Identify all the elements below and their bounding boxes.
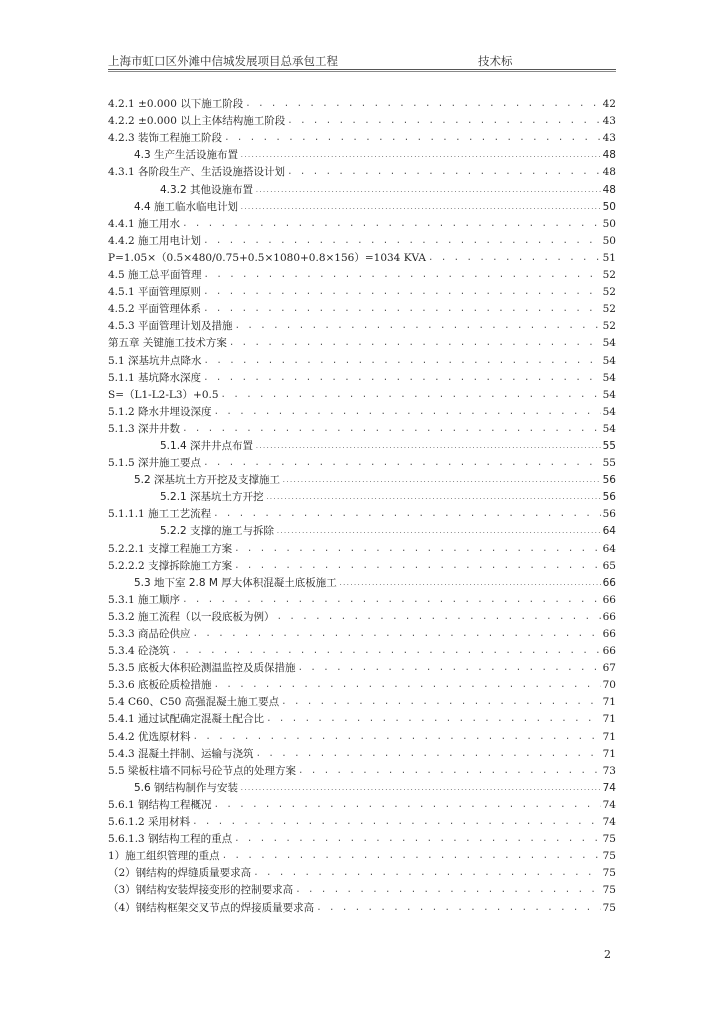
toc-entry[interactable] (108, 94, 616, 111)
toc-leader-dots (182, 594, 601, 607)
toc-entry-title: 5.1.2 降水井埋设深度 (108, 405, 212, 418)
toc-entry[interactable] (108, 368, 616, 385)
toc-entry[interactable] (108, 744, 616, 761)
page-number: 2 (604, 948, 611, 961)
toc-entry-page: 42 (602, 98, 616, 111)
toc-entry-page: 54 (602, 354, 616, 367)
toc-entry-title: 4.4.2 施工用电计划 (108, 234, 202, 247)
toc-entry-page: 75 (602, 833, 616, 846)
toc-leader-dots (214, 406, 601, 419)
toc-entry-title: 4.2.1 ±0.000 以下施工阶段 (108, 98, 244, 111)
toc-entry[interactable] (108, 846, 616, 863)
toc-leader-dots (253, 867, 600, 880)
toc-entry-page: 64 (602, 542, 616, 555)
toc-entry-title: 5.1.4 深井井点布置 (160, 439, 254, 452)
toc-entry-page: 54 (602, 371, 616, 384)
toc-leader-dots (213, 508, 601, 521)
toc-entry[interactable] (108, 624, 616, 641)
toc-leader-dots (192, 816, 601, 829)
toc-entry-page: 71 (602, 696, 616, 709)
table-of-contents (108, 94, 616, 915)
toc-entry-page: 52 (602, 303, 616, 316)
toc-entry-title: 5.5 梁板柱墙不同标号砼节点的处理方案 (108, 764, 297, 777)
toc-entry[interactable] (108, 248, 616, 265)
toc-entry-title: （3）钢结构安装焊接变形的控制要求高 (108, 884, 294, 897)
toc-entry-page: 71 (602, 747, 616, 760)
toc-entry[interactable] (108, 538, 616, 555)
toc-entry[interactable] (108, 333, 616, 350)
toc-entry[interactable] (108, 607, 616, 624)
toc-entry-title: 5.2.2 支撑的施工与拆除 (160, 525, 275, 538)
toc-entry[interactable] (108, 162, 616, 179)
toc-entry[interactable] (108, 385, 616, 402)
toc-leader-dots (221, 389, 601, 402)
toc-entry-page: 75 (602, 901, 616, 914)
toc-entry[interactable] (108, 761, 616, 778)
toc-entry[interactable] (108, 265, 616, 282)
toc-entry[interactable] (108, 316, 616, 333)
toc-leader-dots (276, 525, 601, 538)
toc-entry-title: 5.1 深基坑井点降水 (108, 354, 202, 367)
toc-entry[interactable] (108, 145, 616, 162)
toc-entry-title: （2）钢结构的焊缝质量要求高 (108, 867, 252, 880)
toc-entry-title: 5.6.1 钢结构工程概况 (108, 798, 212, 811)
toc-leader-dots (203, 457, 601, 470)
toc-entry-title: 5.6.1.3 钢结构工程的重点 (108, 833, 233, 846)
toc-entry-title: 5.3.4 砼浇筑 (108, 645, 170, 658)
toc-entry[interactable] (108, 453, 616, 470)
toc-entry[interactable] (108, 692, 616, 709)
toc-entry-page: 71 (602, 713, 616, 726)
toc-entry[interactable] (108, 658, 616, 675)
toc-leader-dots (222, 850, 601, 863)
toc-entry-page: 48 (602, 166, 616, 179)
toc-entry-page: 66 (602, 576, 616, 589)
toc-entry[interactable] (108, 487, 616, 504)
toc-leader-dots (203, 286, 601, 299)
header-rule-secondary (108, 71, 616, 72)
toc-leader-dots (316, 902, 600, 915)
toc-entry[interactable] (108, 675, 616, 692)
toc-entry-page: 51 (602, 251, 616, 264)
toc-entry-page: 75 (602, 884, 616, 897)
toc-entry-title: 5.3.1 施工顺序 (108, 593, 181, 606)
toc-entry-page: 71 (602, 730, 616, 743)
toc-entry-page: 50 (602, 217, 616, 230)
toc-entry-title: 5.2.2.1 支撑工程施工方案 (108, 542, 233, 555)
toc-entry-page: 65 (602, 559, 616, 572)
toc-entry[interactable] (108, 504, 616, 521)
toc-entry[interactable] (108, 863, 616, 880)
toc-leader-dots (204, 355, 601, 368)
toc-leader-dots (193, 628, 601, 641)
toc-entry[interactable] (108, 880, 616, 897)
toc-entry[interactable] (108, 641, 616, 658)
toc-entry[interactable] (108, 419, 616, 436)
toc-entry-page: 54 (602, 388, 616, 401)
toc-entry-title: 5.2 深基坑土方开挖及支撑施工 (134, 474, 281, 487)
toc-entry-title: 第五章 关键施工技术方案 (108, 337, 227, 350)
page-header (108, 50, 616, 70)
toc-entry[interactable] (108, 402, 616, 419)
toc-entry-title: 5.4 C60、C50 高强混凝土施工要点 (108, 696, 280, 709)
toc-entry-page: 64 (602, 525, 616, 538)
toc-entry-title: 5.3.6 底板砼质检措施 (108, 679, 212, 692)
toc-entry-title: 5.4.1 通过试配确定混凝土配合比 (108, 713, 265, 726)
toc-leader-dots (182, 218, 601, 231)
toc-entry[interactable] (108, 470, 616, 487)
toc-entry-title: （4）钢结构框架交叉节点的焊接质量要求高 (108, 901, 315, 914)
toc-entry-page: 66 (602, 628, 616, 640)
toc-leader-dots (229, 337, 601, 350)
toc-entry[interactable] (108, 829, 616, 846)
toc-leader-dots (281, 696, 600, 709)
toc-entry-title: 5.2.1 深基坑土方开挖 (160, 491, 264, 504)
toc-entry-page: 73 (602, 764, 616, 777)
toc-entry-title: 5.6 钢结构制作与安装 (134, 781, 239, 794)
toc-entry-page: 43 (602, 132, 616, 145)
toc-entry-title: 4.3.1 各阶段生产、生活设施搭设计划 (108, 166, 286, 179)
toc-leader-dots (266, 713, 601, 726)
toc-entry[interactable] (108, 795, 616, 812)
toc-entry-page: 66 (602, 645, 616, 658)
toc-leader-dots (240, 149, 601, 162)
toc-entry-title: 5.4.2 优选原材料 (108, 730, 191, 743)
toc-entry-title: P=1.05×（0.5×480/0.75+0.5×1080+0.8×156）=1034 KVA (108, 251, 426, 264)
toc-entry[interactable] (108, 812, 616, 829)
toc-leader-dots (282, 474, 601, 487)
toc-leader-dots (203, 303, 601, 316)
toc-leader-dots (287, 166, 601, 179)
toc-entry-title: 5.4.3 混凝土拌制、运输与浇筑 (108, 747, 254, 760)
toc-entry-title: 4.3.2 其他设施布置 (160, 183, 254, 196)
toc-entry[interactable] (108, 111, 616, 128)
toc-entry-page: 54 (602, 337, 616, 350)
toc-entry[interactable] (108, 197, 616, 214)
toc-entry[interactable] (108, 350, 616, 367)
toc-entry-page: 74 (602, 816, 616, 829)
toc-entry-page: 56 (602, 508, 616, 521)
toc-entry[interactable] (108, 521, 616, 538)
toc-entry-page: 67 (602, 662, 616, 675)
toc-entry-page: 56 (602, 491, 616, 504)
header-section-title: 技术标 (478, 54, 513, 68)
toc-leader-dots (266, 491, 601, 504)
toc-entry[interactable] (108, 590, 616, 607)
toc-entry-page: 74 (602, 798, 616, 811)
toc-leader-dots (277, 611, 601, 624)
toc-entry-page: 56 (602, 474, 616, 487)
toc-entry-title: 5.1.1 基坑降水深度 (108, 371, 202, 384)
toc-entry-title: 4.5.2 平面管理体系 (108, 303, 202, 316)
toc-entry-title: 4.5.1 平面管理原则 (108, 286, 202, 299)
toc-leader-dots (234, 833, 601, 846)
toc-leader-dots (245, 98, 600, 111)
toc-leader-dots (203, 372, 601, 385)
toc-entry-page: 75 (602, 867, 616, 880)
toc-entry-page: 55 (602, 457, 616, 470)
header-rule (108, 69, 616, 70)
toc-entry-title: 5.1.1.1 施工工艺流程 (108, 508, 212, 521)
toc-leader-dots (214, 799, 601, 812)
toc-leader-dots (339, 577, 601, 590)
toc-entry-title: 4.3 生产生活设施布置 (134, 149, 239, 162)
toc-entry[interactable] (108, 897, 616, 914)
toc-entry[interactable] (108, 778, 616, 795)
toc-entry-title: 5.2.2.2 支撑拆除施工方案 (108, 559, 233, 572)
toc-leader-dots (428, 252, 601, 265)
toc-entry[interactable] (108, 128, 616, 145)
toc-entry-page: 52 (602, 269, 616, 282)
toc-entry-title: 4.4.1 施工用水 (108, 217, 181, 230)
toc-entry-title: 5.6.1.2 采用材料 (108, 816, 191, 829)
toc-leader-dots (224, 132, 601, 145)
toc-entry-page: 48 (602, 149, 616, 162)
toc-leader-dots (234, 560, 601, 573)
toc-leader-dots (295, 884, 600, 897)
toc-entry[interactable] (108, 214, 616, 231)
toc-entry-title: 5.1.5 深井施工要点 (108, 457, 202, 470)
toc-entry-page: 70 (602, 679, 616, 692)
toc-leader-dots (193, 731, 601, 744)
toc-leader-dots (255, 440, 601, 453)
toc-entry-title: 5.1.3 深井井数 (108, 422, 181, 435)
toc-leader-dots (240, 782, 601, 795)
toc-entry-page: 66 (602, 610, 616, 623)
toc-entry-page: 55 (602, 439, 616, 452)
toc-entry[interactable] (108, 299, 616, 316)
toc-entry-page: 52 (602, 286, 616, 299)
toc-leader-dots (298, 662, 601, 675)
toc-leader-dots (298, 765, 601, 778)
toc-entry-page: 74 (602, 781, 616, 794)
toc-entry-page: 54 (602, 405, 616, 418)
toc-entry-title: 4.2.3 装饰工程施工阶段 (108, 132, 223, 145)
toc-entry[interactable] (108, 709, 616, 726)
toc-leader-dots (182, 423, 601, 436)
toc-entry-page: 52 (602, 320, 616, 333)
toc-entry[interactable] (108, 179, 616, 196)
toc-entry-title: 4.5 施工总平面管理 (108, 269, 202, 282)
toc-leader-dots (235, 320, 601, 333)
toc-entry-title: 5.3.2 施工流程（以一段底板为例） (108, 610, 275, 623)
toc-entry-page: 43 (602, 115, 616, 128)
toc-entry-page: 75 (602, 850, 616, 863)
toc-leader-dots (240, 201, 601, 214)
toc-entry-page: 50 (602, 234, 616, 247)
toc-entry-title: 5.3 地下室 2.8 M 厚大体积混凝土底板施工 (134, 576, 337, 589)
toc-entry[interactable] (108, 556, 616, 573)
toc-entry-page: 66 (602, 593, 616, 606)
toc-entry-page: 54 (602, 422, 616, 435)
toc-entry[interactable] (108, 436, 616, 453)
toc-entry[interactable] (108, 282, 616, 299)
toc-leader-dots (287, 115, 600, 128)
toc-leader-dots (256, 748, 601, 761)
toc-leader-dots (214, 679, 601, 692)
toc-entry-title: 5.3.3 商品砼供应 (108, 628, 191, 640)
toc-entry-title: 1）施工组织管理的重点 (108, 850, 220, 863)
toc-entry[interactable] (108, 573, 616, 590)
toc-entry-title: S=（L1-L2-L3）+0.5 (108, 388, 219, 401)
toc-leader-dots (172, 645, 601, 658)
header-project-title: 上海市虹口区外滩中信城发展项目总承包工程 (108, 54, 338, 68)
toc-leader-dots (234, 543, 601, 556)
toc-entry-title: 4.4 施工临水临电计划 (134, 200, 239, 213)
toc-entry-page: 50 (602, 200, 616, 213)
toc-entry-title: 5.3.5 底板大体积砼测温监控及质保措施 (108, 662, 296, 675)
toc-entry-page: 48 (602, 183, 616, 196)
toc-leader-dots (204, 269, 601, 282)
toc-entry-title: 4.2.2 ±0.000 以上主体结构施工阶段 (108, 115, 286, 128)
toc-entry-title: 4.5.3 平面管理计划及措施 (108, 320, 233, 333)
toc-leader-dots (203, 235, 601, 248)
toc-leader-dots (255, 184, 601, 197)
toc-entry[interactable] (108, 726, 616, 743)
toc-entry[interactable] (108, 231, 616, 248)
